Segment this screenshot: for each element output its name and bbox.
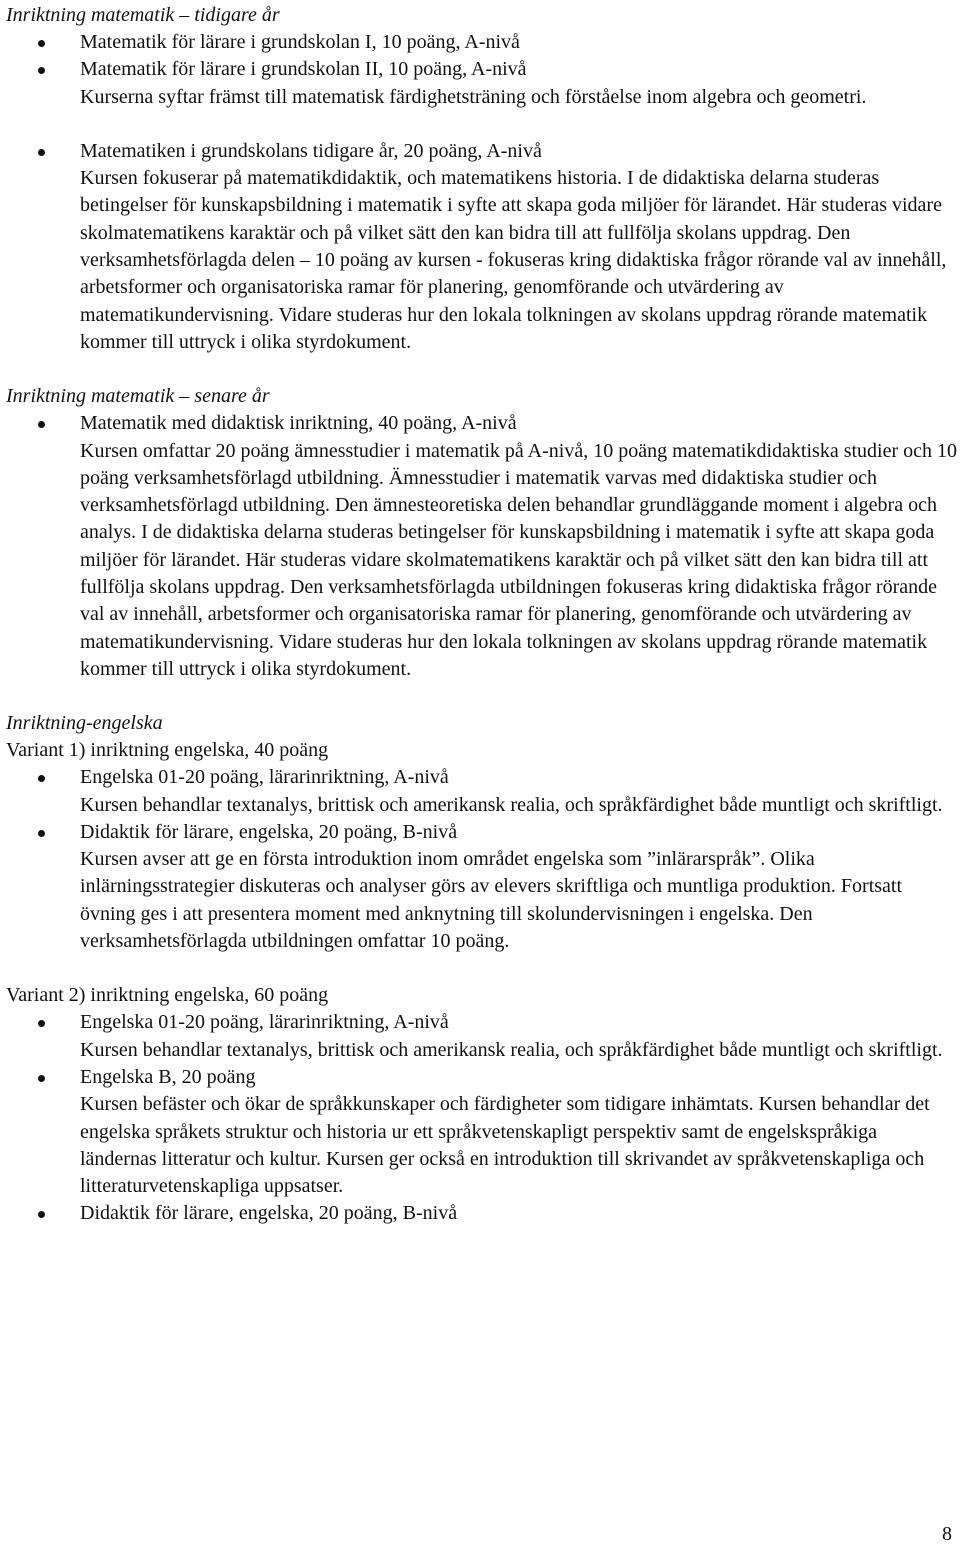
course-description: Kursen fokuserar på matematikdidaktik, och matematikens historia. I de didaktiska delarna studeras betingelser för kunskapsbildning i matematik i syfte att skapa goda miljöer för lärandet. Här studeras vidare skolmatematikens karaktär och på vilket sätt den kan bidra till att fullfölja skolans uppdrag. Den verksamhetsförlagda delen – 10 poäng av kursen - fokuseras kring didaktiska frågor rörande val av innehåll, arbetsformer och organisatoriska ramar för planering, genomförande och utvärdering av matematikundervisning. Vidare studeras hur den lokala tolkningen av skolans uppdrag rörande matematik kommer till uttryck i olika styrdokument. xyxy=(80,167,947,353)
course-title: Didaktik för lärare, engelska, 20 poäng, B-nivå xyxy=(80,1202,458,1225)
list-item xyxy=(6,819,958,955)
course-description: Kursen behandlar textanalys, brittisk och amerikansk realia, och språkfärdighet både muntligt och skriftligt. xyxy=(80,1038,943,1061)
course-title: Engelska B, 20 poäng xyxy=(80,1065,256,1088)
variant-1-label: Variant 1) inriktning engelska, 40 poäng xyxy=(6,739,329,762)
bullet-icon xyxy=(38,1075,45,1082)
course-description: Kurserna syftar främst till matematisk färdighetsträning och förståelse inom algebra och geometri. xyxy=(80,85,867,108)
course-list-math-early xyxy=(6,29,958,356)
list-item xyxy=(6,1009,958,1064)
course-description: Kursen befäster och ökar de språkkunskaper och färdigheter som tidigare inhämtats. Kursen behandlar det engelska språkets struktur och historia ur ett språkvetenskapligt perspektiv samt de engelskspråkiga ländernas litteratur och kultur. Kursen ger också en introduktion till skrivandet av språkvetenskapliga och litteraturvetenskapliga uppsatser. xyxy=(80,1093,930,1198)
page-number: 8 xyxy=(942,1523,952,1545)
course-title: Matematik med didaktisk inriktning, 40 poäng, A-nivå xyxy=(80,412,517,435)
bullet-icon xyxy=(38,149,45,156)
course-title: Engelska 01-20 poäng, lärarinriktning, A-nivå xyxy=(80,766,449,789)
list-item xyxy=(6,410,958,683)
list-item xyxy=(6,1064,958,1200)
course-title: Engelska 01-20 poäng, lärarinriktning, A-nivå xyxy=(80,1011,449,1034)
list-item xyxy=(6,56,958,138)
section-heading-math-late xyxy=(6,383,958,410)
course-title: Didaktik för lärare, engelska, 20 poäng, B-nivå xyxy=(80,820,458,843)
list-item xyxy=(6,29,958,56)
document-page xyxy=(6,2,958,1228)
heading-suffix: tidigare år xyxy=(194,4,280,26)
course-description: Kursen omfattar 20 poäng ämnesstudier i matematik på A-nivå, 10 poäng matematikdidaktiska studier och 10 poäng verksamhetsförlagd utbildning. Ämnesstudier i matematik varvas med didaktiska studier och verksamhetsförlagd utbildning. Den ämnesteoretiska delen behandlar grundläggande moment i algebra och analys. I de didaktiska delarna studeras betingelser för kunskapsbildning i matematik i syfte att skapa goda miljöer för lärandet. Här studeras vidare skolmatematikens karaktär och på vilket sätt den kan bidra till att fullfölja skolans uppdrag. Den verksamhetsförlagda utbildningen fokuseras kring didaktiska frågor rörande val av innehåll, arbetsformer och organisatoriska ramar för planering, genomförande och utvärdering av matematikundervisning. Vidare studeras hur den lokala tolkningen av skolans uppdrag rörande matematik kommer till uttryck i olika styrdokument. xyxy=(80,439,958,680)
bullet-icon xyxy=(38,1020,45,1027)
course-list-english-variant-2 xyxy=(6,1009,958,1227)
bullet-icon xyxy=(38,775,45,782)
course-description: Kursen behandlar textanalys, brittisk och amerikansk realia, och språkfärdighet både muntligt och skriftligt. xyxy=(80,793,943,816)
course-title: Matematik för lärare i grundskolan I, 10 poäng, A-nivå xyxy=(80,31,520,53)
variant-2-label: Variant 2) inriktning engelska, 60 poäng xyxy=(6,984,329,1007)
course-list-math-late xyxy=(6,410,958,683)
section-heading-english: Inriktning-engelska xyxy=(6,712,163,735)
bullet-icon xyxy=(38,830,45,837)
bullet-icon xyxy=(38,67,45,74)
list-item xyxy=(6,138,958,356)
bullet-icon xyxy=(38,40,45,47)
heading-prefix: Inriktning matematik – xyxy=(6,4,195,26)
list-item xyxy=(6,1200,958,1227)
course-title: Matematiken i grundskolans tidigare år, 20 poäng, A-nivå xyxy=(80,139,542,162)
course-list-english-variant-1 xyxy=(6,764,958,955)
heading-suffix: senare år xyxy=(194,385,270,408)
course-title: Matematik för lärare i grundskolan II, 10 poäng, A-nivå xyxy=(80,58,527,81)
course-description: Kursen avser att ge en första introduktion inom området engelska som ”inlärarspråk”. Olika inlärningsstrategier diskuteras och analyser görs av elevers skriftliga och muntliga produktion. Fortsatt övning ges i att presentera moment med anknytning till skolundervisningen i engelska. Den verksamhetsförlagda utbildningen omfattar 10 poäng. xyxy=(80,848,903,953)
heading-prefix: Inriktning matematik – xyxy=(6,385,195,408)
list-item xyxy=(6,764,958,819)
bullet-icon xyxy=(38,421,45,428)
bullet-icon xyxy=(38,1211,45,1218)
section-heading-math-early xyxy=(6,2,958,29)
